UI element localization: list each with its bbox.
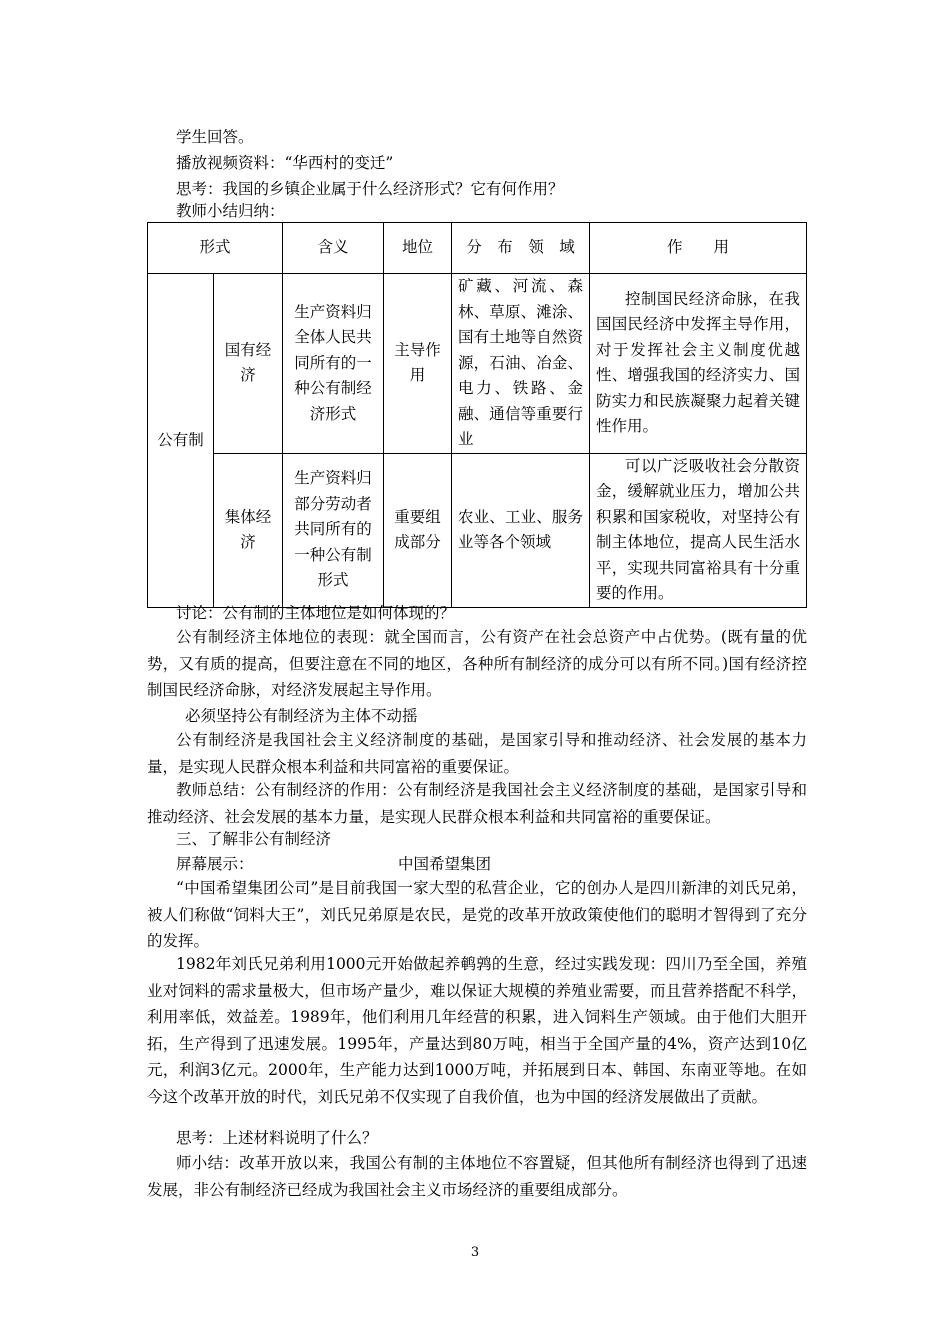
line-teacher-summary: 教师小结归纳：: [176, 202, 285, 220]
header-role: 作 用: [590, 223, 807, 274]
row-name-state: 国有经济: [214, 274, 283, 454]
category-public-ownership: 公有制: [148, 274, 214, 608]
row-role-collective: 可以广泛吸收社会分散资金，缓解就业压力，增加公共积累和国家税收，对坚持公有制主体地位，提高人民生活水平，实现共同富裕具有十分重要的作用。: [590, 453, 807, 607]
table-header-row: [148, 223, 807, 274]
section-title: 三、了解非公有制经济: [176, 830, 332, 848]
row-domain-collective: 农业、工业、服务业等各个领域: [452, 453, 590, 607]
paragraph-final-summary: 师小结：改革开放以来，我国公有制的主体地位不容置疑，但其他所有制经济也得到了迅速发展，非公有制经济已经成为我国社会主义市场经济的重要组成部分。: [147, 1154, 807, 1199]
paragraph-hope-group-history: 1982年刘氏兄弟利用1000元开始做起养鹌鹑的生意，经过实践发现：四川乃至全国，养殖业对饲料的需求量极大，但市场产量少，难以保证大规模的养殖业需要，而且营养搭配不科学，利用率低，效益差。1989年，他们利用几年经营的积累，进入饲料生产领域。由于他们大胆开拓，生产得到了迅速发展。1995年，产量达到80万吨，相当于全国产量的4%，资产达到10亿元，利润3亿元。2000年，生产能力达到1000万吨，并拓展到日本、韩国、东南亚等地。在如今这个改革开放的时代，刘氏兄弟不仅实现了自我价值，也为中国的经济发展做出了贡献。: [147, 955, 807, 1106]
line-must-uphold: 必须坚持公有制经济为主体不动摇: [185, 707, 418, 725]
header-status: 地位: [384, 223, 452, 274]
paragraph-hope-group-intro: “中国希望集团公司”是目前我国一家大型的私营企业，它的创办人是四川新津的刘氏兄弟，被人们称做“饲料大王”，刘氏兄弟原是农民，是党的改革开放政策使他们的聪明才智得到了充分的发挥。: [147, 879, 807, 950]
line-video-material: 播放视频资料：“华西村的变迁”: [176, 154, 394, 172]
line-discussion: 讨论：公有制的主体地位是如何体现的？: [176, 604, 456, 622]
line-think-material: 思考：上述材料说明了什么？: [176, 1129, 378, 1147]
screen-label: 屏幕展示：: [176, 855, 254, 873]
row-meaning-collective: 生产资料归部分劳动者共同所有的一种公有制形式: [283, 453, 384, 607]
header-domain: 分 布 领 域: [452, 223, 590, 274]
row-domain-state: 矿藏、河流、森林、草原、滩涂、国有土地等自然资源，石油、冶金、电力、铁路、金融、通信等重要行业: [452, 274, 590, 454]
table-row-collective-economy: [148, 453, 807, 607]
paragraph-public-dominance: 公有制经济主体地位的表现：就全国而言，公有资产在社会总资产中占优势。(既有量的优势，又有质的提高，但要注意在不同的地区，各种所有制经济的成分可以有所不同。)国有经济控制国民经济命脉，对经济发展起主导作用。: [147, 628, 807, 699]
header-form: 形式: [148, 223, 283, 274]
screen-title: 中国希望集团: [398, 855, 492, 873]
paragraph-public-foundation: 公有制经济是我国社会主义经济制度的基础，是国家引导和推动经济、社会发展的基本力量，是实现人民群众根本利益和共同富裕的重要保证。: [147, 731, 807, 776]
ownership-summary-table: [147, 222, 807, 608]
row-status-state: 主导作用: [384, 274, 452, 454]
header-meaning: 含义: [283, 223, 384, 274]
paragraph-teacher-conclusion: 教师总结：公有制经济的作用：公有制经济是我国社会主义经济制度的基础，是国家引导和推动经济、社会发展的基本力量，是实现人民群众根本利益和共同富裕的重要保证。: [147, 781, 807, 826]
table-row-state-economy: [148, 274, 807, 454]
row-name-collective: 集体经济: [214, 453, 283, 607]
row-role-state: 控制国民经济命脉，在我国国民经济中发挥主导作用，对于发挥社会主义制度优越性、增强我国的经济实力、国防实力和民族凝聚力起着关键性作用。: [590, 274, 807, 454]
row-status-collective: 重要组成部分: [384, 453, 452, 607]
line-student-answer: 学生回答。: [176, 128, 254, 146]
row-meaning-state: 生产资料归全体人民共同所有的一种公有制经济形式: [283, 274, 384, 454]
line-think-question: 思考：我国的乡镇企业属于什么经济形式？它有何作用？: [176, 180, 564, 198]
page-number: 3: [470, 1245, 480, 1260]
